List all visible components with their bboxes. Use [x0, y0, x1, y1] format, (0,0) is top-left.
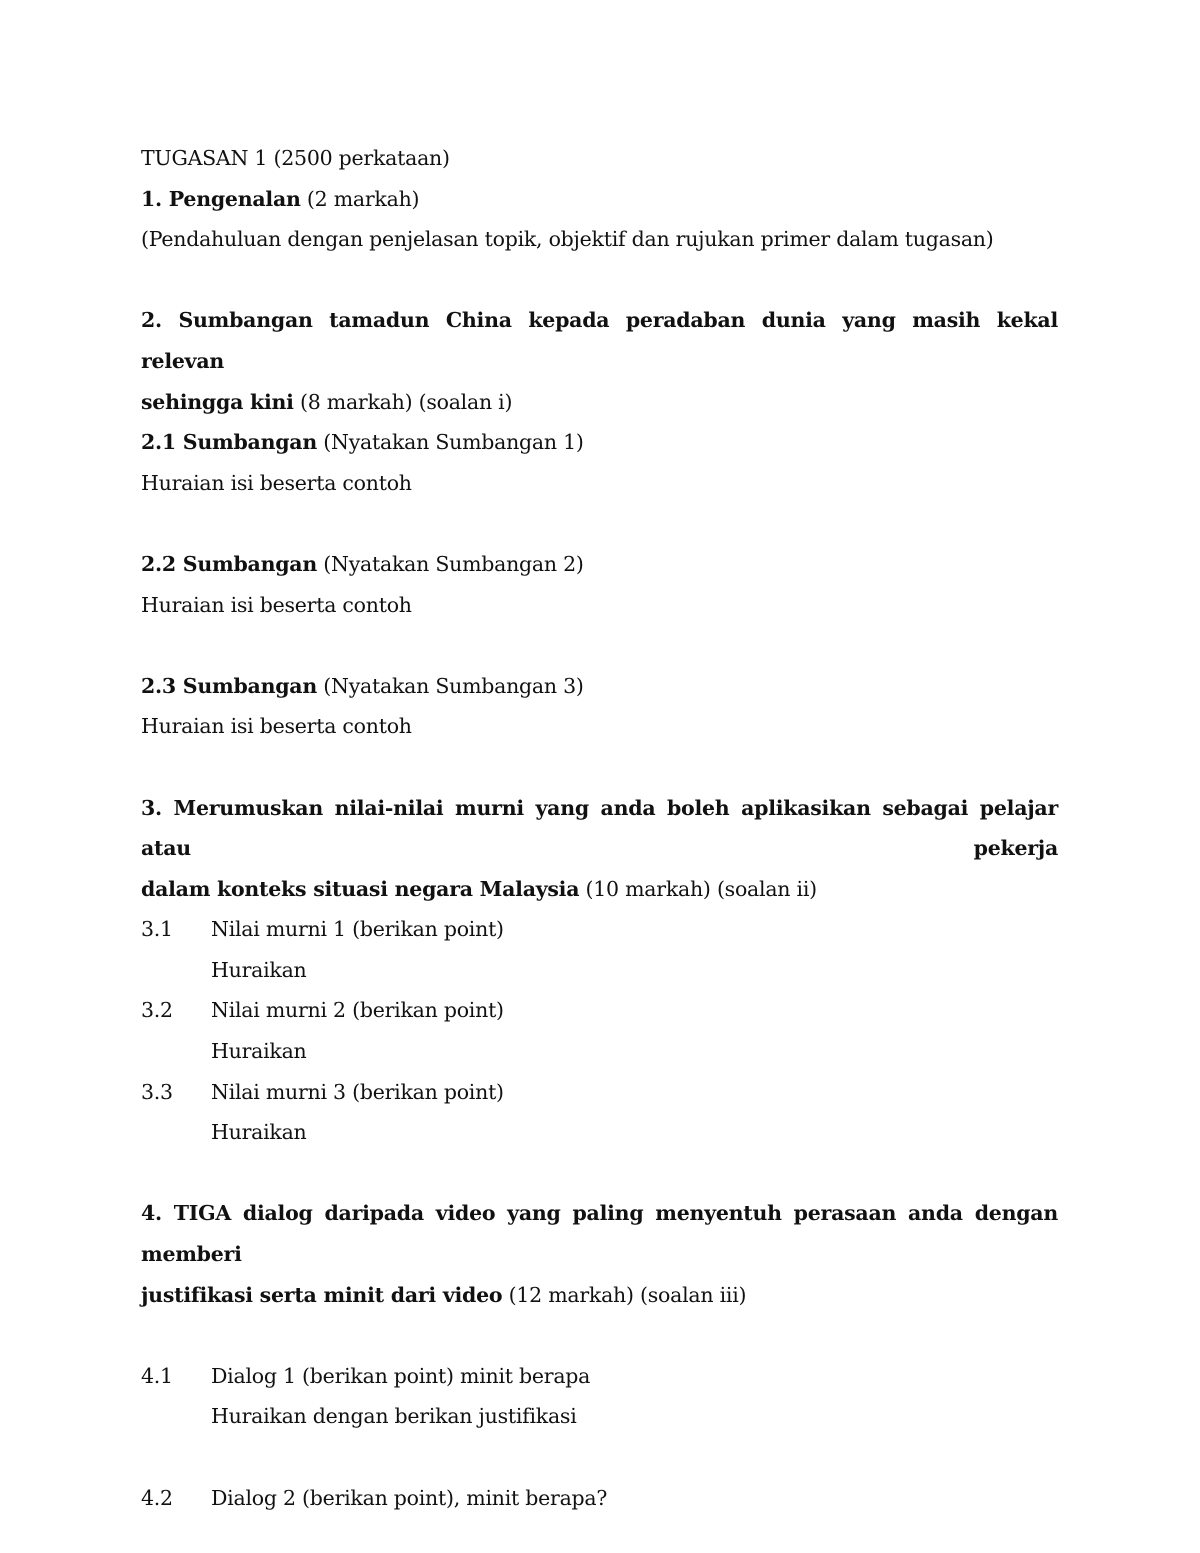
section-2-heading-bold: sehingga kini: [141, 389, 294, 414]
section-3-2-text: Nilai murni 2 (berikan point): [211, 998, 504, 1023]
section-1-heading-bold: 1. Pengenalan: [141, 186, 301, 211]
section-2-2-label-rest: (Nyatakan Sumbangan 2): [317, 551, 584, 576]
section-1-heading: [141, 179, 1058, 220]
section-4-heading-line-2: [141, 1275, 1058, 1316]
section-3-heading-marks: (10 markah) (soalan ii): [579, 876, 817, 901]
section-2-1-body: Huraian isi beserta contoh: [141, 470, 412, 495]
blank-line: [141, 503, 1058, 544]
section-4-2-item: [141, 1478, 1058, 1519]
section-3-heading-line-1: 3. Merumuskan nilai-nilai murni yang anda boleh aplikasikan sebagai pelajar atau pekerja: [141, 795, 1058, 861]
section-2-1-label: [141, 422, 1058, 463]
blank-line: [141, 1315, 1058, 1356]
section-4-1-text: Dialog 1 (berikan point) minit berapa: [211, 1363, 591, 1388]
section-2-2-label: [141, 544, 1058, 585]
section-2-heading-line-1: 2. Sumbangan tamadun China kepada peradaban dunia yang masih kekal relevan: [141, 308, 1058, 373]
section-2-heading-line-2: [141, 382, 1058, 423]
section-4-1-body: [141, 1396, 1058, 1437]
section-2-3-body: Huraian isi beserta contoh: [141, 714, 412, 739]
section-4-1-item: [141, 1356, 1058, 1397]
blank-line: [141, 747, 1058, 788]
document-title: TUGASAN 1 (2500 perkataan): [141, 146, 450, 170]
section-3-3-body: [141, 1112, 1058, 1153]
section-4-2-number: 4.2: [141, 1485, 173, 1510]
section-2-heading-marks: (8 markah) (soalan i): [293, 389, 513, 414]
section-3-3-item: [141, 1072, 1058, 1113]
blank-line: [141, 625, 1058, 666]
section-4-heading-bold: justifikasi serta minit dari video: [141, 1282, 503, 1307]
section-2-2-body: Huraian isi beserta contoh: [141, 592, 412, 617]
section-3-2-number: 3.2: [141, 998, 173, 1023]
section-2-3-label-rest: (Nyatakan Sumbangan 3): [317, 673, 584, 698]
section-3-3-number: 3.3: [141, 1079, 173, 1104]
section-3-1-number: 3.1: [141, 917, 173, 942]
section-3-2-body-text: Huraikan: [211, 1039, 307, 1064]
section-4-heading-marks: (12 markah) (soalan iii): [502, 1282, 747, 1307]
section-1-heading-marks: (2 markah): [300, 186, 420, 211]
section-3-3-text: Nilai murni 3 (berikan point): [211, 1079, 504, 1104]
section-2-2-label-bold: 2.2 Sumbangan: [141, 551, 317, 576]
section-4-1-number: 4.1: [141, 1363, 173, 1388]
section-3-1-body: [141, 950, 1058, 991]
section-3-1-body-text: Huraikan: [211, 957, 307, 982]
section-3-1-text: Nilai murni 1 (berikan point): [211, 917, 504, 942]
section-2-3-label: [141, 666, 1058, 707]
section-3-2-item: [141, 990, 1058, 1031]
section-4-2-text: Dialog 2 (berikan point), minit berapa?: [211, 1485, 608, 1510]
section-2-1-label-rest: (Nyatakan Sumbangan 1): [317, 430, 584, 455]
section-4-heading-line-1: 4. TIGA dialog daripada video yang paling menyentuh perasaan anda dengan memberi: [141, 1201, 1058, 1267]
section-3-2-body: [141, 1031, 1058, 1072]
blank-line: [141, 1437, 1058, 1478]
section-3-1-item: [141, 909, 1058, 950]
document-body: [141, 138, 1058, 1518]
section-3-heading-line-2: [141, 869, 1058, 910]
section-2-3-label-bold: 2.3 Sumbangan: [141, 673, 317, 698]
section-3-3-body-text: Huraikan: [211, 1120, 307, 1145]
section-4-1-body-text: Huraikan dengan berikan justifikasi: [211, 1404, 577, 1429]
blank-line: [141, 260, 1058, 301]
section-3-heading-bold: dalam konteks situasi negara Malaysia: [141, 876, 580, 901]
blank-line: [141, 1153, 1058, 1194]
section-1-description: (Pendahuluan dengan penjelasan topik, objektif dan rujukan primer dalam tugasan): [141, 227, 994, 252]
section-2-1-label-bold: 2.1 Sumbangan: [141, 430, 317, 455]
